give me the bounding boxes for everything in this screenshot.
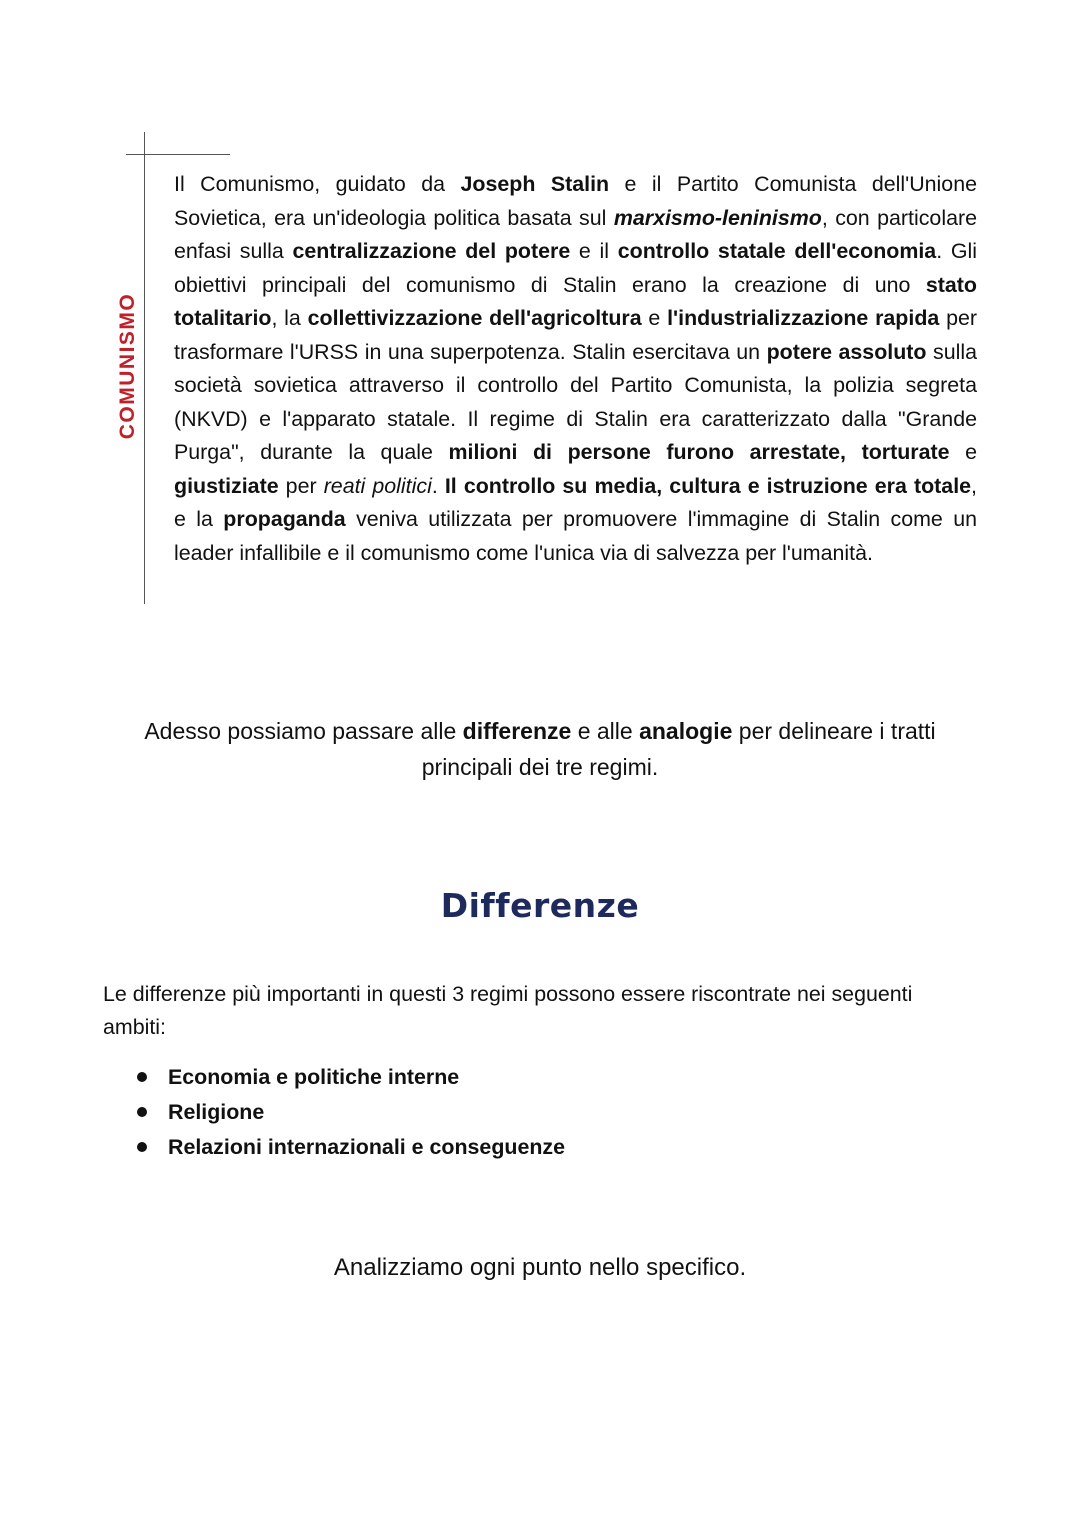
- differenze-intro: Le differenze più importanti in questi 3 regimi possono essere riscontrate nei seguenti ambiti:: [103, 982, 913, 1039]
- emphasis-text: differenze: [462, 718, 572, 744]
- bullet-icon: [137, 1107, 147, 1117]
- text-run: , e la: [174, 473, 977, 531]
- list-item-label: Religione: [168, 1100, 265, 1124]
- text-run: e il Partito Comunista dell'Unione Sovietica, era un'ideologia politica basata sul: [174, 172, 977, 230]
- emphasis-text: reati politici: [323, 473, 432, 498]
- margin-vertical-rule: [144, 132, 145, 604]
- bullet-icon: [137, 1072, 147, 1082]
- text-run: e: [641, 306, 668, 330]
- emphasis-text: Il controllo su media, cultura e istruzione era totale: [444, 473, 972, 498]
- section-side-label: COMUNISMO: [116, 292, 139, 440]
- text-run: e: [949, 440, 977, 464]
- text-run: per trasformare l'URSS in una superpotenza. Stalin esercitava un: [174, 306, 977, 364]
- text-run: veniva utilizzata per promuovere l'immagine di Stalin come un leader infallibile e il comunismo come l'unica via di salvezza per l'umanità.: [174, 507, 977, 565]
- emphasis-text: Joseph Stalin: [460, 172, 610, 196]
- text-run: sulla società sovietica attraverso il controllo del Partito Comunista, la polizia segreta (NKVD) e l'apparato statale. Il regime di Stalin era caratterizzato dalla "Grande Purga", durante la quale: [174, 339, 977, 464]
- comunismo-paragraph: [174, 168, 977, 570]
- list-item-label: Economia e politiche interne: [168, 1065, 460, 1089]
- differenze-heading: Differenze: [440, 886, 640, 925]
- list-item: [135, 1130, 565, 1165]
- text-run: , con particolare enfasi sulla: [174, 205, 977, 263]
- margin-horizontal-rule: [126, 154, 230, 155]
- emphasis-text: centralizzazione del potere: [292, 239, 571, 263]
- text-run: per delineare i tratti principali dei tre regimi.: [421, 718, 936, 780]
- text-run: , la: [271, 306, 308, 330]
- text-run: e alle: [571, 718, 640, 744]
- emphasis-text: propaganda: [223, 507, 346, 531]
- list-item-label: Relazioni internazionali e conseguenze: [168, 1135, 566, 1159]
- closing-sentence: Analizziamo ogni punto nello specifico.: [333, 1254, 747, 1281]
- text-run: Il Comunismo, guidato da: [174, 172, 461, 196]
- emphasis-text: stato totalitario: [174, 272, 977, 330]
- text-run: . Gli obiettivi principali del comunismo di Stalin erano la creazione di uno: [174, 239, 977, 297]
- text-run: e il: [570, 239, 618, 263]
- emphasis-text: giustiziate: [174, 473, 279, 498]
- list-item: [135, 1095, 565, 1130]
- transition-sentence: [100, 713, 980, 785]
- emphasis-text: controllo statale dell'economia: [617, 239, 937, 263]
- emphasis-text: analogie: [639, 718, 733, 744]
- differenze-list: [135, 1060, 565, 1165]
- list-item: [135, 1060, 565, 1095]
- emphasis-text: collettivizzazione dell'agricoltura: [307, 306, 642, 330]
- emphasis-text: potere assoluto: [766, 339, 927, 364]
- text-run: per: [278, 473, 324, 498]
- bullet-icon: [137, 1142, 147, 1152]
- text-run: .: [431, 473, 445, 498]
- emphasis-text: marxismo-leninismo: [613, 205, 822, 230]
- emphasis-text: l'industrializzazione rapida: [667, 306, 940, 330]
- emphasis-text: milioni di persone furono arrestate, torturate: [448, 440, 950, 464]
- text-run: Adesso possiamo passare alle: [144, 718, 463, 744]
